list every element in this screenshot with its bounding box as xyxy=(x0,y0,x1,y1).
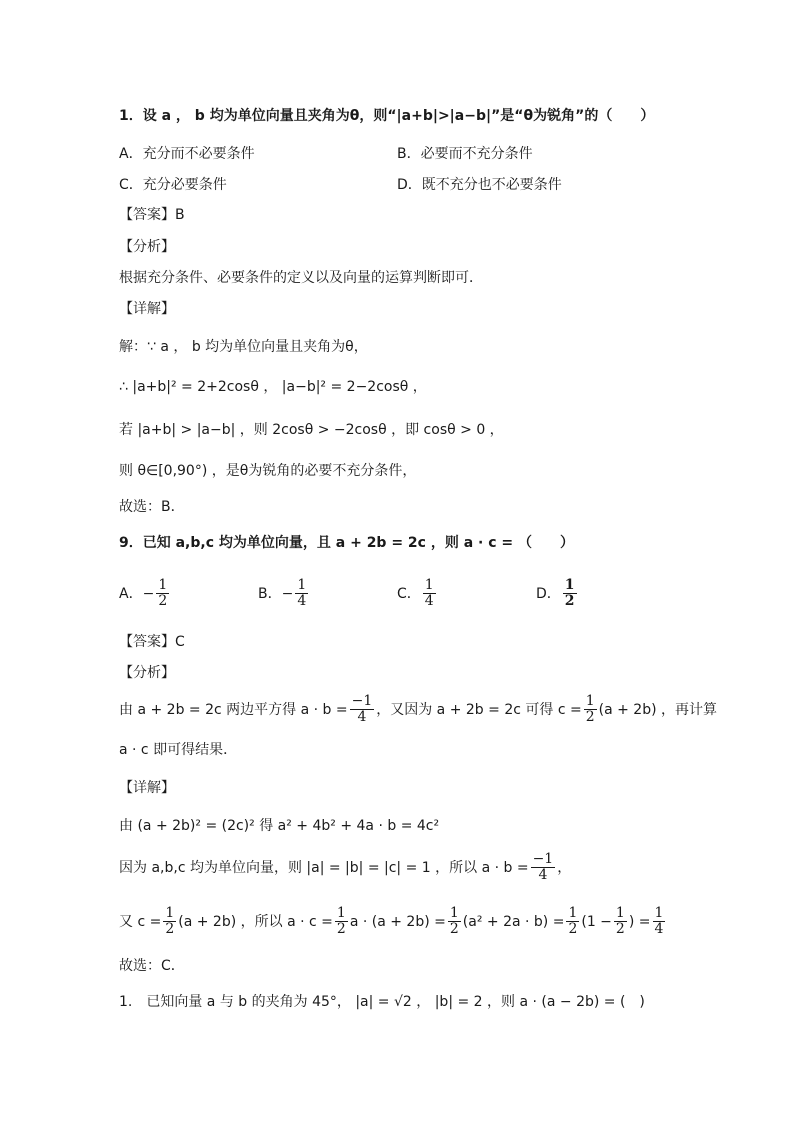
q1-answer: 【答案】B xyxy=(119,207,185,223)
q1-detail-line-3: 若 |a+b| > |a−b| ，则 2cosθ > −2cosθ ，即 cosθ > 0 ， xyxy=(119,422,504,438)
fraction-numerator: 1 xyxy=(568,905,578,921)
q9-detail-fraction xyxy=(163,906,176,938)
q9-analysis-text-part: (a + 2b) ，再计算 xyxy=(598,701,718,718)
fraction-numerator: 1 xyxy=(158,577,168,593)
q1-detail-line-1: 解：∵ a ， b 均为单位向量且夹角为θ， xyxy=(119,339,368,355)
q9-detail-line-3 xyxy=(119,906,667,938)
q9-detail-fraction xyxy=(614,906,627,938)
q9-choose: 故选：C． xyxy=(119,958,185,974)
fraction-denominator: 4 xyxy=(357,709,367,726)
q1-analysis-text: 根据充分条件、必要条件的定义以及向量的运算判断即可． xyxy=(119,270,483,286)
fraction-numerator: 1 xyxy=(585,693,595,709)
q9-detail-text-part: a · (a + 2b) = xyxy=(349,913,446,930)
fraction-denominator: 4 xyxy=(538,867,548,884)
q1-choose: 故选：B． xyxy=(119,499,185,515)
fraction-denominator: 2 xyxy=(615,921,625,938)
q1-analysis-heading: 【分析】 xyxy=(119,239,175,255)
q9-detail-text-part: ) = xyxy=(628,913,651,930)
fraction-denominator: 4 xyxy=(297,593,307,610)
fraction-denominator: 2 xyxy=(585,709,595,726)
q9-analysis-fraction-1 xyxy=(350,694,375,726)
fraction-numerator: 1 xyxy=(297,577,307,593)
q9-option-c xyxy=(397,578,438,610)
fraction-numerator: 1 xyxy=(449,905,459,921)
q9-analysis-text-part: 由 a + 2b = 2c 两边平方得 a · b = xyxy=(119,701,348,718)
fraction-denominator: 2 xyxy=(158,593,168,610)
fraction-denominator: 2 xyxy=(449,921,459,938)
q1-option-d: D．既不充分也不必要条件 xyxy=(397,177,562,193)
fraction-denominator: 2 xyxy=(568,921,578,938)
q9-analysis-text-part: ，又因为 a + 2b = 2c 可得 c = xyxy=(376,701,582,718)
q1-option-b: B．必要而不充分条件 xyxy=(397,146,533,162)
q9-option-a-sign: − xyxy=(142,585,155,602)
q-last-stem: 1. 已知向量 a 与 b 的夹角为 45°， |a| = √2 ， |b| = 2 ，则 a · (a − 2b) = ( ) xyxy=(119,994,645,1010)
q9-option-c-fraction xyxy=(423,578,436,610)
q9-option-b-label: B． xyxy=(258,585,282,602)
q1-option-a: A．充分而不必要条件 xyxy=(119,146,255,162)
q9-detail-text-part: (1 − xyxy=(581,913,612,930)
fraction-numerator: 1 xyxy=(336,905,346,921)
fraction-numerator: −1 xyxy=(351,693,373,709)
fraction-denominator: 4 xyxy=(424,593,434,610)
q9-option-a xyxy=(119,578,171,610)
q9-detail-fraction xyxy=(531,852,556,884)
q9-detail-heading: 【详解】 xyxy=(119,780,175,796)
q9-option-d-fraction xyxy=(563,578,577,610)
q9-answer: 【答案】C xyxy=(119,634,185,650)
q9-option-a-fraction xyxy=(156,578,169,610)
q1-stem: 1．设 a ， b 均为单位向量且夹角为θ，则“|a+b|>|a−b|”是“θ为锐角”的（ ） xyxy=(119,108,655,124)
q9-option-b-fraction xyxy=(295,578,308,610)
fraction-numerator: 1 xyxy=(165,905,175,921)
fraction-numerator: −1 xyxy=(532,851,554,867)
fraction-numerator: 1 xyxy=(654,905,664,921)
fraction-numerator: 1 xyxy=(424,577,434,593)
q9-analysis-heading: 【分析】 xyxy=(119,665,175,681)
q9-detail-text-part: (a + 2b) ，所以 a · c = xyxy=(178,913,333,930)
fraction-denominator: 2 xyxy=(165,921,175,938)
q9-detail-text-part: 因为 a,b,c 均为单位向量，则 |a| = |b| = |c| = 1 ，所以 a · b = xyxy=(119,859,529,876)
q9-detail-line-1: 由 (a + 2b)² = (2c)² 得 a² + 4b² + 4a · b = 4c² xyxy=(119,818,440,834)
fraction-denominator: 4 xyxy=(654,921,664,938)
q9-detail-text-part: (a² + 2a · b) = xyxy=(462,913,565,930)
q9-option-a-label: A． xyxy=(119,585,143,602)
q9-option-b xyxy=(258,578,310,610)
fraction-denominator: 2 xyxy=(336,921,346,938)
q9-detail-text-part: 又 c = xyxy=(119,913,162,930)
q9-detail-fraction xyxy=(448,906,461,938)
q9-option-d xyxy=(536,578,579,610)
q9-analysis-line-1 xyxy=(119,694,717,726)
q9-detail-fraction xyxy=(653,906,666,938)
q9-analysis-fraction-2 xyxy=(584,694,597,726)
fraction-denominator: 2 xyxy=(564,593,575,610)
q9-option-d-label: D． xyxy=(536,585,561,602)
q9-option-c-label: C． xyxy=(397,585,421,602)
fraction-numerator: 1 xyxy=(564,577,575,593)
q1-detail-line-4: 则 θ∈[0,90°) ，是θ为锐角的必要不充分条件， xyxy=(119,463,417,479)
q9-option-b-sign: − xyxy=(281,585,294,602)
q9-detail-fraction xyxy=(335,906,348,938)
q9-analysis-line-2: a · c 即可得结果． xyxy=(119,742,238,758)
q1-detail-line-2: ∴ |a+b|² = 2+2cosθ ， |a−b|² = 2−2cosθ ， xyxy=(119,379,427,395)
q1-option-c: C．充分必要条件 xyxy=(119,177,227,193)
q1-detail-heading: 【详解】 xyxy=(119,301,175,317)
fraction-numerator: 1 xyxy=(615,905,625,921)
q9-detail-line-2: 因为 a,b,c 均为单位向量，则 |a| = |b| = |c| = 1 ，所以 a · b = $\frac{-1}{4}$ ， xyxy=(119,851,572,884)
q9-detail-fraction xyxy=(566,906,579,938)
q9-stem: 9．已知 a,b,c 均为单位向量，且 a + 2b = 2c ，则 a · c = （ ） xyxy=(119,535,575,551)
